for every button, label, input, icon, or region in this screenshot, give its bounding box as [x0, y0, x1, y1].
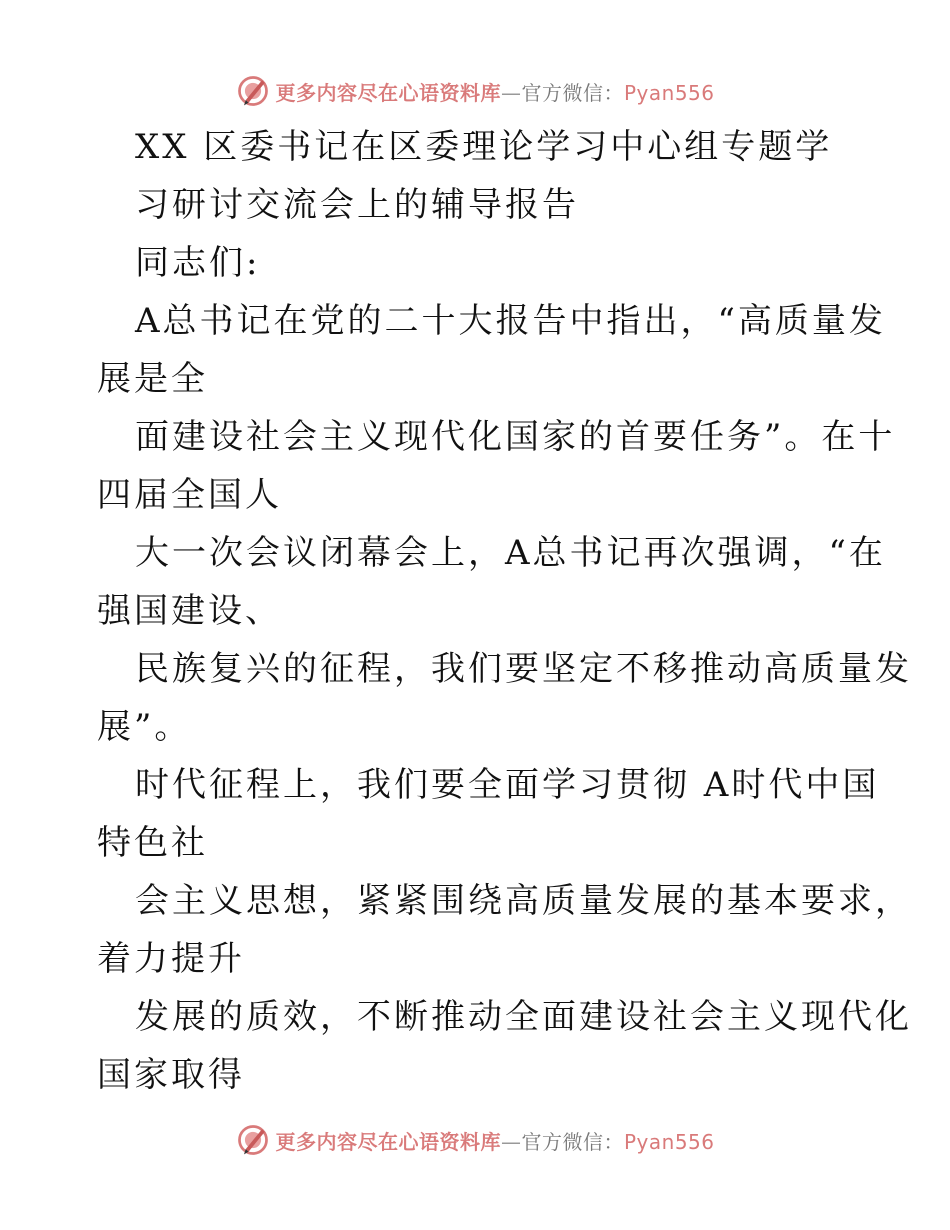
watermark-wechat-label: 官方微信： — [521, 80, 624, 105]
watermark-site-text: 更多内容尽在心语资料库 — [275, 1129, 501, 1154]
paragraph-line: A总书记在党的二十大报告中指出，“高质量发 — [135, 301, 886, 341]
paragraph-line: 着力提升 — [97, 939, 245, 979]
paragraph-line: 时代征程上，我们要全面学习贯彻 A时代中国 — [135, 765, 880, 805]
paragraph-line: 特色社 — [97, 823, 208, 863]
paragraph-line: 展”。 — [97, 707, 192, 747]
watermark-wechat-id: Pyan556 — [623, 1129, 715, 1154]
paragraph-line: 会主义思想，紧紧围绕高质量发展的基本要求， — [135, 881, 912, 921]
pen-logo-icon — [235, 73, 271, 109]
paragraph-line: 面建设社会主义现代化国家的首要任务”。在十 — [135, 417, 896, 457]
paragraph-line: 强国建设、 — [97, 591, 282, 631]
watermark-wechat-id: Pyan556 — [623, 80, 715, 105]
watermark-dash: — — [500, 1129, 522, 1154]
paragraph-line: 四届全国人 — [97, 475, 282, 515]
paragraph-line: 展是全 — [97, 359, 208, 399]
watermark-dash: — — [500, 80, 522, 105]
paragraph-line: 大一次会议闭幕会上，A总书记再次强调，“在 — [135, 533, 886, 573]
document-title-line-1: XX 区委书记在区委理论学习中心组专题学 — [135, 127, 833, 167]
header-watermark — [0, 71, 950, 111]
pen-logo-icon — [235, 1122, 271, 1158]
document-title-line-2: 习研讨交流会上的辅导报告 — [135, 185, 579, 225]
paragraph-line: 国家取得 — [97, 1055, 245, 1095]
footer-watermark — [0, 1120, 950, 1160]
paragraph-line: 发展的质效，不断推动全面建设社会主义现代化 — [135, 997, 912, 1037]
watermark-site-text: 更多内容尽在心语资料库 — [275, 80, 501, 105]
watermark-wechat-label: 官方微信： — [521, 1129, 624, 1154]
paragraph-line: 民族复兴的征程，我们要坚定不移推动高质量发 — [135, 649, 912, 689]
salutation: 同志们: — [135, 243, 261, 283]
